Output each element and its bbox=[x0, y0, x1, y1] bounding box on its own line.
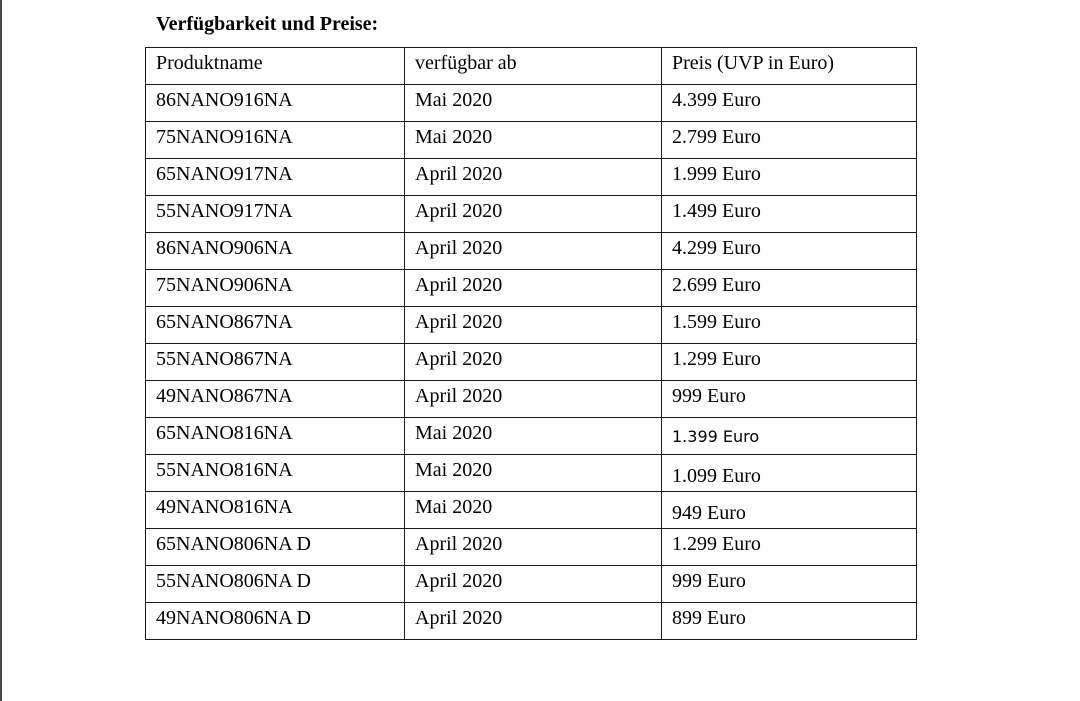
availability-cell: April 2020 bbox=[405, 270, 662, 307]
column-header-price: Preis (UVP in Euro) bbox=[662, 48, 917, 85]
table-row bbox=[146, 122, 917, 159]
availability-cell: April 2020 bbox=[405, 603, 662, 640]
product-name-cell: 86NANO906NA bbox=[146, 233, 405, 270]
section-heading: Verfügbarkeit und Preise: bbox=[156, 13, 379, 35]
product-name-cell: 49NANO867NA bbox=[146, 381, 405, 418]
product-name-cell: 65NANO867NA bbox=[146, 307, 405, 344]
table-row bbox=[146, 85, 917, 122]
column-header-availability: verfügbar ab bbox=[405, 48, 662, 85]
product-name-cell: 65NANO806NA D bbox=[146, 529, 405, 566]
product-name-cell: 55NANO816NA bbox=[146, 455, 405, 492]
table-row bbox=[146, 455, 917, 492]
availability-cell: Mai 2020 bbox=[405, 418, 662, 455]
column-header-product: Produktname bbox=[146, 48, 405, 85]
price-cell: 1.299 Euro bbox=[662, 529, 917, 566]
price-cell: 1.999 Euro bbox=[662, 159, 917, 196]
availability-cell: Mai 2020 bbox=[405, 492, 662, 529]
price-cell: 4.299 Euro bbox=[662, 233, 917, 270]
price-cell: 1.399 Euro bbox=[662, 418, 917, 455]
availability-cell: April 2020 bbox=[405, 233, 662, 270]
price-cell: 1.099 Euro bbox=[662, 455, 917, 492]
product-name-cell: 49NANO816NA bbox=[146, 492, 405, 529]
table-row bbox=[146, 196, 917, 233]
price-cell: 2.699 Euro bbox=[662, 270, 917, 307]
availability-cell: Mai 2020 bbox=[405, 122, 662, 159]
availability-price-table bbox=[145, 47, 917, 640]
price-cell: 1.599 Euro bbox=[662, 307, 917, 344]
table-header-row bbox=[146, 48, 917, 85]
availability-cell: April 2020 bbox=[405, 196, 662, 233]
availability-cell: April 2020 bbox=[405, 159, 662, 196]
table-row bbox=[146, 529, 917, 566]
price-cell: 949 Euro bbox=[662, 492, 917, 529]
availability-cell: April 2020 bbox=[405, 529, 662, 566]
price-cell: 1.499 Euro bbox=[662, 196, 917, 233]
table-row bbox=[146, 307, 917, 344]
table-row bbox=[146, 566, 917, 603]
table-row bbox=[146, 270, 917, 307]
product-name-cell: 55NANO867NA bbox=[146, 344, 405, 381]
product-name-cell: 75NANO916NA bbox=[146, 122, 405, 159]
product-name-cell: 75NANO906NA bbox=[146, 270, 405, 307]
price-cell: 999 Euro bbox=[662, 381, 917, 418]
product-name-cell: 65NANO816NA bbox=[146, 418, 405, 455]
price-cell: 899 Euro bbox=[662, 603, 917, 640]
price-cell: 2.799 Euro bbox=[662, 122, 917, 159]
product-name-cell: 55NANO806NA D bbox=[146, 566, 405, 603]
table-row bbox=[146, 159, 917, 196]
availability-cell: April 2020 bbox=[405, 381, 662, 418]
table-row bbox=[146, 344, 917, 381]
product-name-cell: 65NANO917NA bbox=[146, 159, 405, 196]
price-cell: 4.399 Euro bbox=[662, 85, 917, 122]
availability-cell: Mai 2020 bbox=[405, 85, 662, 122]
availability-cell: April 2020 bbox=[405, 566, 662, 603]
availability-cell: Mai 2020 bbox=[405, 455, 662, 492]
table-row bbox=[146, 603, 917, 640]
availability-cell: April 2020 bbox=[405, 307, 662, 344]
price-cell: 1.299 Euro bbox=[662, 344, 917, 381]
product-name-cell: 86NANO916NA bbox=[146, 85, 405, 122]
product-name-cell: 49NANO806NA D bbox=[146, 603, 405, 640]
page-left-edge bbox=[0, 0, 2, 701]
availability-cell: April 2020 bbox=[405, 344, 662, 381]
table-row bbox=[146, 492, 917, 529]
table-row bbox=[146, 418, 917, 455]
price-cell: 999 Euro bbox=[662, 566, 917, 603]
table-row bbox=[146, 381, 917, 418]
table-row bbox=[146, 233, 917, 270]
product-name-cell: 55NANO917NA bbox=[146, 196, 405, 233]
